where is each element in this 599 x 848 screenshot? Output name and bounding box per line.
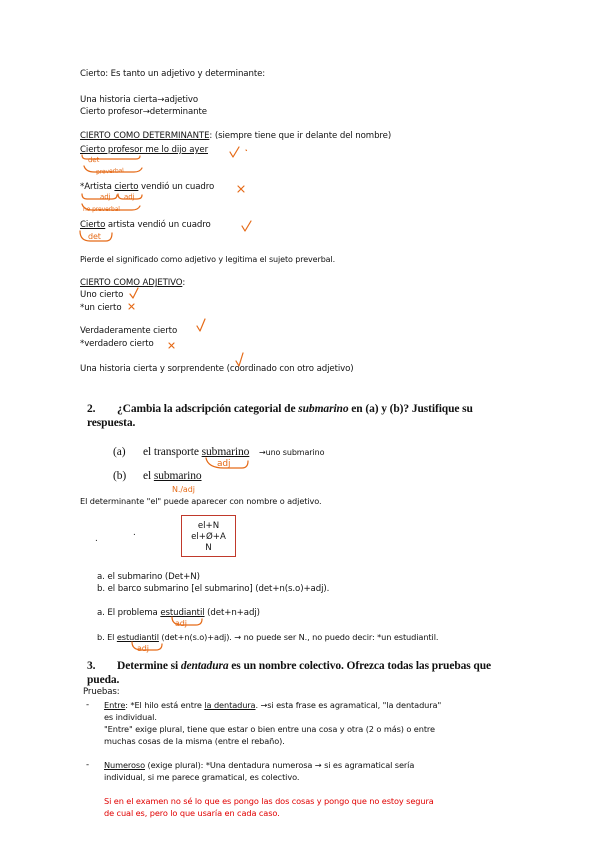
dot: .: [95, 534, 98, 544]
proof-line: [104, 700, 441, 711]
example-word: Cierto: [80, 220, 106, 230]
proof-line: [104, 760, 414, 771]
example-line: *un cierto: [80, 303, 122, 313]
handwritten-note: adj: [217, 459, 231, 469]
handwritten-note: N./adj: [172, 485, 195, 494]
question-number: 3.: [87, 660, 96, 672]
example-word: cierto: [114, 182, 139, 192]
box-line: N: [205, 543, 212, 553]
example-rest: vendió un cuadro: [138, 182, 215, 192]
example-rest: artista vendió un cuadro: [105, 220, 211, 230]
dot-mark: [246, 150, 247, 151]
cross-icon: [129, 304, 134, 309]
question-part: en (a) y (b)? Justifique su: [348, 403, 473, 415]
bullet: -: [86, 700, 90, 710]
check-icon: [197, 319, 205, 331]
question-text-cont: respuesta.: [87, 417, 136, 429]
question-emphasis: submarino: [298, 403, 349, 415]
list-word: estudiantil: [160, 608, 205, 618]
question-part: es un nombre colectivo. Ofrezca todas las pruebas que: [228, 660, 492, 672]
example-line: Uno cierto: [80, 290, 124, 300]
list-text: b. El: [97, 632, 117, 642]
proof-line: "Entre" exige plural, tiene que estar o bien entre una cosa y otra (2 o más) o entre: [104, 724, 435, 734]
example-word: submarino: [201, 446, 250, 458]
box-line: el+N: [197, 521, 220, 531]
cross-icon: [238, 186, 244, 192]
proof-text: : *El hilo está entre: [125, 700, 205, 710]
example-text: el transporte: [143, 446, 202, 458]
explanation: El determinante "el" puede aparecer con nombre o adjetivo.: [80, 496, 322, 506]
question-number: 2.: [87, 403, 96, 415]
example-line: Cierto profesor me lo dijo ayer: [80, 145, 208, 155]
handwritten-note: det: [88, 232, 101, 241]
example-line: [143, 445, 249, 459]
list-text: (det+n(s.o)+adj). → no puede ser N., no puedo decir: *un estudiantil.: [158, 632, 439, 642]
list-text: (det+n+adj): [204, 608, 260, 618]
example-line: Verdaderamente cierto: [80, 326, 178, 336]
handwritten-note: adj: [175, 619, 187, 628]
cross-icon: [169, 343, 174, 348]
check-icon: [230, 147, 239, 157]
example-word: submarino: [153, 470, 202, 482]
handwritten-note: adj: [137, 644, 149, 653]
question-part: Determine si: [117, 660, 181, 672]
heading-underlined: CIERTO COMO DETERMINANTE: [80, 131, 210, 141]
handwritten-note: det: [87, 155, 100, 165]
pruebas-label: Pruebas:: [83, 687, 120, 697]
question-text: [117, 402, 473, 416]
proof-line: individual, si me parece gramatical, es colectivo.: [104, 772, 300, 782]
example-line: *verdadero cierto: [80, 339, 154, 349]
proof-line: es individual.: [104, 712, 157, 722]
proof-label: Numeroso: [104, 760, 145, 770]
list-item: [97, 632, 438, 643]
question-part: ¿Cambia la adscripción categorial de: [117, 403, 299, 415]
handwritten-note: preverbal: [95, 167, 124, 176]
example-line: [80, 220, 211, 231]
example-label: (b): [113, 470, 127, 482]
handwritten-typed-note: →uno submarino: [259, 448, 325, 457]
heading-rest: : (siempre tiene que ir delante del nombre): [209, 131, 392, 141]
bullet: -: [86, 760, 90, 770]
example-line: Una historia cierta→adjetivo: [80, 95, 199, 105]
structure-box: [181, 515, 236, 557]
check-icon: [130, 288, 138, 298]
handwritten-note: adj: [100, 193, 111, 201]
heading-underlined: CIERTO COMO ADJETIVO: [80, 278, 183, 288]
section-heading: [80, 131, 391, 142]
proof-line: muchas cosas de la misma (entre el rebaño).: [104, 736, 285, 746]
example-star: *Artista: [80, 182, 115, 192]
explanation: Pierde el significado como adjetivo y legitima el sujeto preverbal.: [80, 255, 336, 264]
intro-line: Cierto: Es tanto un adjetivo y determinante:: [80, 69, 266, 79]
section-heading: [80, 278, 185, 289]
proof-text: . →si esta frase es agramatical, "la dentadura": [255, 700, 442, 710]
dot: .: [133, 528, 136, 538]
list-word: estudiantil: [116, 632, 159, 642]
handwritten-note: no preverbal: [83, 206, 120, 213]
red-note: de cual es, pero lo que usaría en cada caso.: [104, 808, 280, 818]
example-line: Una historia cierta y sorprendente (coordinado con otro adjetivo): [80, 364, 354, 374]
list-item: a. el submarino (Det+N): [97, 572, 200, 582]
example-label: (a): [113, 446, 126, 458]
proof-label: Entre: [104, 700, 126, 710]
question-text: [117, 659, 491, 673]
question-emphasis: dentadura: [180, 660, 229, 672]
example-text: el: [143, 470, 154, 482]
list-text: a. El problema: [97, 608, 161, 618]
proof-word: la dentadura: [204, 700, 256, 710]
proof-text: (exige plural): *Una dentadura numerosa → si es agramatical sería: [145, 760, 415, 770]
check-icon: [242, 221, 251, 231]
question-text-cont: pueda.: [87, 674, 120, 686]
box-line: el+Ø+A: [191, 532, 226, 542]
list-item: b. el barco submarino [el submarino] (det+n(s.o)+adj).: [97, 584, 330, 594]
red-note: Si en el examen no sé lo que es pongo las dos cosas y pongo que no estoy segura: [104, 796, 434, 806]
heading-colon: :: [182, 278, 186, 288]
example-line: [143, 469, 202, 483]
handwritten-note: adj: [124, 193, 135, 201]
example-line: Cierto profesor→determinante: [80, 107, 207, 117]
